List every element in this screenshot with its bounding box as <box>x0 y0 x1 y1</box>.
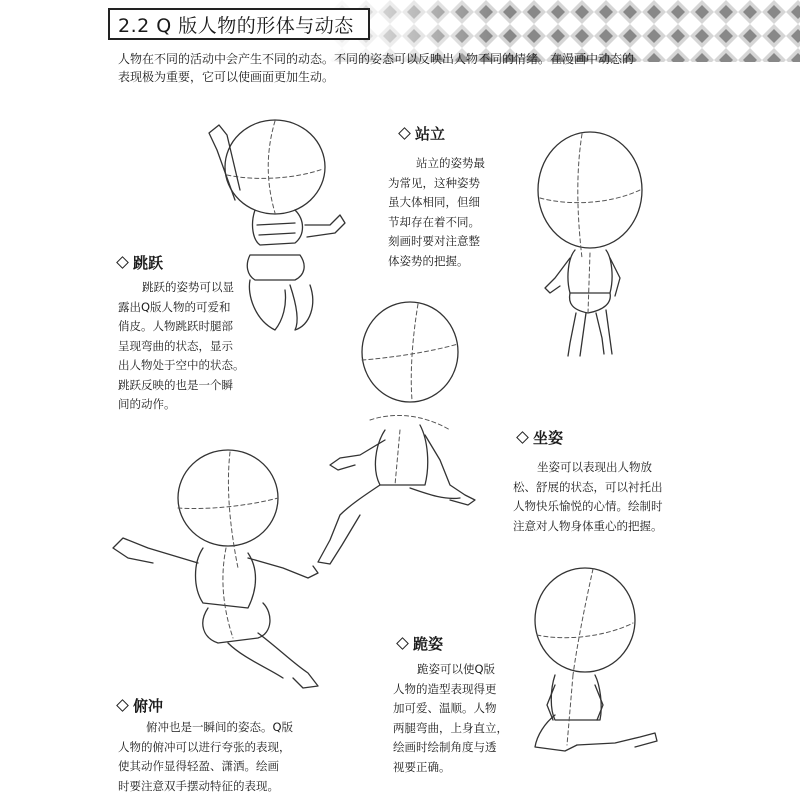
text-line: 俏皮。人物跳跃时腿部 <box>118 319 233 333</box>
text-line: 时要注意双手摆动特征的表现。 <box>118 778 279 793</box>
text-line: 为常见，这种姿势 <box>388 175 480 190</box>
text-line: 两腿弯曲，上身直立， <box>393 720 508 735</box>
section-title-text: 站立 <box>415 125 446 143</box>
text-line: 跳跃反映的也是一个瞬 <box>118 377 233 392</box>
diamond-bullet-icon <box>516 431 529 444</box>
kneel-pose-figure <box>515 565 665 765</box>
text-line: 绘画时绘制角度与透 <box>393 740 497 754</box>
section-title-stand <box>400 123 445 144</box>
text-line: 人物快乐愉悦的心情。绘制时 <box>513 499 663 513</box>
page-title-box <box>108 8 370 40</box>
text-line: 节却存在着不同。 <box>388 214 480 229</box>
kneel-description <box>393 660 518 777</box>
text-line: 虽大体相同，但细 <box>388 195 480 209</box>
intro-line: 表现极为重要，它可以使画面更加生动。 <box>118 70 335 84</box>
text-line: 人物的造型表现得更 <box>393 681 497 696</box>
section-title-dash <box>118 695 163 716</box>
section-title-text: 坐姿 <box>533 429 564 447</box>
text-line: 视要正确。 <box>393 759 451 774</box>
intro-paragraph <box>118 50 690 86</box>
text-line: 注意对人物身体重心的把握。 <box>513 518 663 533</box>
diamond-bullet-icon <box>116 256 129 269</box>
text-line: 俯冲也是一瞬间的姿态。Q版 <box>146 720 294 734</box>
intro-line: 人物在不同的活动中会产生不同的动态。不同的姿态可以反映出人物不同的情绪。在漫画中动态的 <box>118 52 635 66</box>
section-title-text: 跪姿 <box>413 635 444 653</box>
page-title: 2.2 Q 版人物的形体与动态 <box>118 14 354 37</box>
text-line: 刻画时要对注意整 <box>388 234 480 248</box>
diamond-bullet-icon <box>398 127 411 140</box>
text-line: 松、舒展的状态，可以衬托出 <box>513 479 663 494</box>
text-line: 跪姿可以使Q版 <box>417 662 496 676</box>
section-title-jump <box>118 252 163 273</box>
text-line: 加可爱、温顺。人物 <box>393 701 497 715</box>
dash-pose-figure <box>108 448 338 693</box>
diamond-bullet-icon <box>116 699 129 712</box>
section-title-kneel <box>398 633 443 654</box>
text-line: 使其动作显得轻盈、潇洒。绘画 <box>118 759 279 773</box>
dash-description <box>118 718 323 796</box>
stand-description <box>388 154 518 271</box>
sit-description <box>513 458 683 536</box>
text-line: 呈现弯曲的状态，显示 <box>118 338 233 353</box>
section-title-text: 俯冲 <box>133 697 164 715</box>
text-line: 出人物处于空中的状态。 <box>118 358 245 372</box>
text-line: 体姿势的把握。 <box>388 253 469 268</box>
text-line: 露出Q版人物的可爱和 <box>118 299 231 314</box>
text-line: 间的动作。 <box>118 397 176 411</box>
stand-pose-figure <box>530 128 650 358</box>
diamond-bullet-icon <box>396 637 409 650</box>
section-title-text: 跳跃 <box>133 254 164 272</box>
section-title-sit <box>518 427 563 448</box>
text-line: 站立的姿势最 <box>416 156 485 170</box>
text-line: 人物的俯冲可以进行夸张的表现， <box>118 739 291 754</box>
text-line: 坐姿可以表现出人物放 <box>537 460 652 474</box>
jump-description <box>118 278 248 415</box>
text-line: 跳跃的姿势可以显 <box>142 280 234 294</box>
